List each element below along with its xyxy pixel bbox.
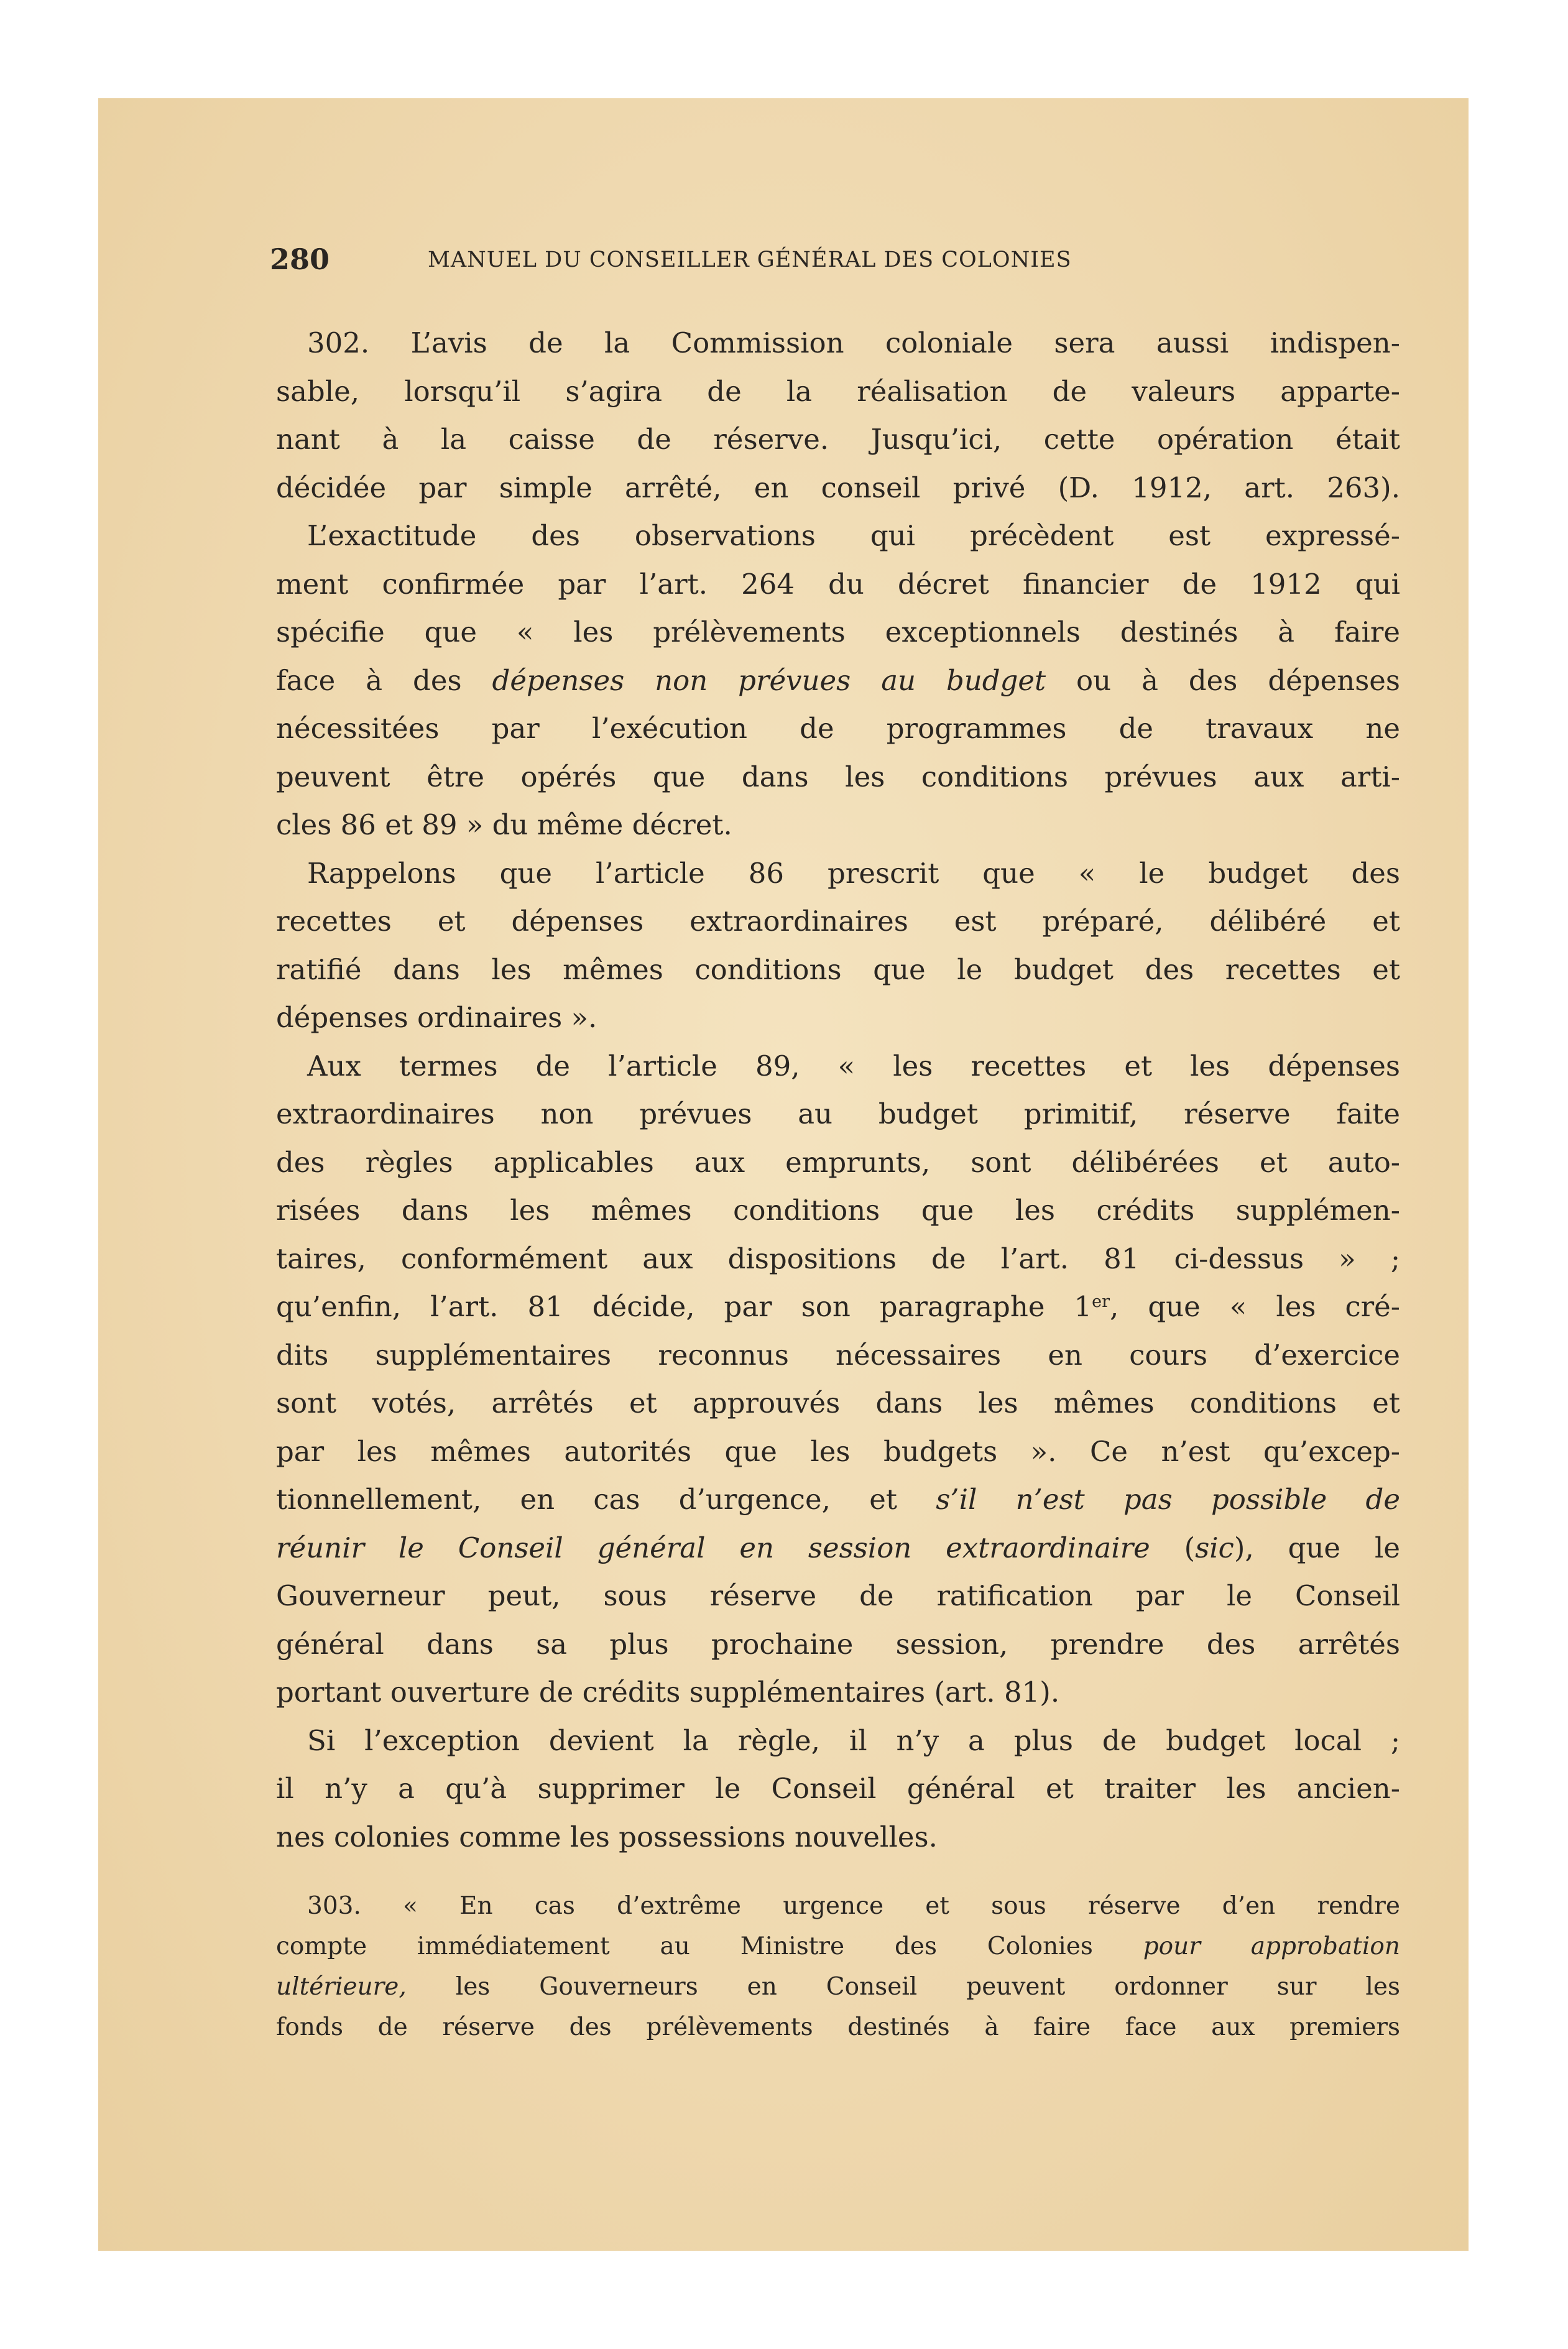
text-run: ou à des dépenses <box>1046 663 1401 697</box>
text-line: portant ouverture de crédits supplémentaires (art. 81). <box>276 1676 1060 1709</box>
text-line <box>276 1475 1400 1524</box>
text-line: 303. « En cas d’extrême urgence et sous réserve d’en rendre <box>307 1892 1400 1920</box>
text-line: sont votés, arrêtés et approuvés dans les mêmes conditions et <box>276 1387 1400 1419</box>
text-line: décidée par simple arrêté, en conseil privé (D. 1912, art. 263). <box>276 471 1400 504</box>
text-line: ment confirmée par l’art. 264 du décret financier de 1912 qui <box>276 567 1400 601</box>
text-line: recettes et dépenses extraordinaires est préparé, délibéré et <box>276 905 1400 938</box>
superscript: er <box>1092 1292 1110 1312</box>
text-line: Gouverneur peut, sous réserve de ratification par le Conseil <box>276 1579 1400 1612</box>
text-line: par les mêmes autorités que les budgets ». Ce n’est qu’excep- <box>276 1434 1400 1468</box>
text-line: nant à la caisse de réserve. Jusqu’ici, cette opération était <box>276 423 1400 456</box>
text-line: nécessitées par l’exécution de programmes de travaux ne <box>276 712 1400 745</box>
italic-run: dépenses non prévues au budget <box>492 663 1046 697</box>
italic-run: s’il n’est pas possible de <box>936 1483 1400 1516</box>
page-body <box>276 319 1400 2047</box>
text-line <box>276 1283 1400 1331</box>
text-line: Aux termes de l’article 89, « les recettes et les dépenses <box>307 1049 1400 1082</box>
paragraph-302 <box>276 319 1400 512</box>
text-line <box>276 657 1400 705</box>
italic-run: réunir le Conseil général en session extraordinaire <box>276 1531 1150 1564</box>
text-line: fonds de réserve des prélèvements destinés à faire face aux premiers <box>276 2013 1400 2041</box>
text-line: général dans sa plus prochaine session, prendre des arrêtés <box>276 1627 1400 1661</box>
text-line: nes colonies comme les possessions nouvelles. <box>276 1820 938 1853</box>
running-title: MANUEL DU CONSEILLER GÉNÉRAL DES COLONIES <box>428 247 1072 272</box>
running-head <box>98 242 1469 286</box>
text-line: dépenses ordinaires ». <box>276 1001 597 1034</box>
page-number: 280 <box>270 242 330 276</box>
text-line: taires, conformément aux dispositions de l’art. 81 ci-dessus » ; <box>276 1242 1400 1275</box>
text-line: spécifie que « les prélèvements exceptionnels destinés à faire <box>276 616 1400 648</box>
text-line: il n’y a qu’à supprimer le Conseil général et traiter les ancien- <box>276 1772 1400 1805</box>
text-line: L’exactitude des observations qui précèdent est expressé- <box>307 519 1400 552</box>
paragraph-si-exception <box>276 1717 1400 1862</box>
text-run: , que « les cré- <box>1110 1290 1401 1323</box>
italic-run: sic <box>1195 1531 1234 1564</box>
paragraph-exactitude <box>276 512 1400 849</box>
text-line: Rappelons que l’article 86 prescrit que « le budget des <box>307 856 1400 890</box>
italic-run: ultérieure, <box>276 1973 407 2001</box>
text-run: tionnellement, en cas d’urgence, et <box>276 1483 936 1516</box>
text-line: Si l’exception devient la règle, il n’y a plus de budget local ; <box>307 1724 1400 1757</box>
text-line <box>276 1524 1400 1572</box>
italic-run: pour approbation <box>1143 1932 1400 1960</box>
text-run: qu’enfin, l’art. 81 décide, par son paragraphe 1 <box>276 1290 1092 1323</box>
text-line: dits supplémentaires reconnus nécessaires en cours d’exercice <box>276 1338 1400 1372</box>
text-run: ( <box>1150 1531 1196 1564</box>
text-line: risées dans les mêmes conditions que les crédits supplémen- <box>276 1194 1400 1227</box>
text-line: ratifié dans les mêmes conditions que le budget des recettes et <box>276 953 1400 986</box>
book-page <box>98 98 1469 2251</box>
paragraph-rappelons <box>276 849 1400 1042</box>
text-line: extraordinaires non prévues au budget primitif, réserve faite <box>276 1097 1400 1130</box>
text-line <box>276 1926 1400 1967</box>
text-run: les Gouverneurs en Conseil peuvent ordonner sur les <box>406 1973 1400 2001</box>
text-line <box>276 1967 1400 2007</box>
text-run: face à des <box>276 663 492 697</box>
text-run: ), que le <box>1234 1531 1400 1564</box>
text-line: sable, lorsqu’il s’agira de la réalisation de valeurs apparte- <box>276 374 1400 408</box>
paragraph-303 <box>276 1886 1400 2047</box>
text-line: des règles applicables aux emprunts, sont délibérées et auto- <box>276 1145 1400 1179</box>
text-line: cles 86 et 89 » du même décret. <box>276 808 732 841</box>
text-run: compte immédiatement au Ministre des Colonies <box>276 1932 1143 1960</box>
paragraph-aux-termes <box>276 1042 1400 1717</box>
text-line: peuvent être opérés que dans les conditions prévues aux arti- <box>276 760 1400 793</box>
text-line: 302. L’avis de la Commission coloniale sera aussi indispen- <box>307 326 1400 359</box>
